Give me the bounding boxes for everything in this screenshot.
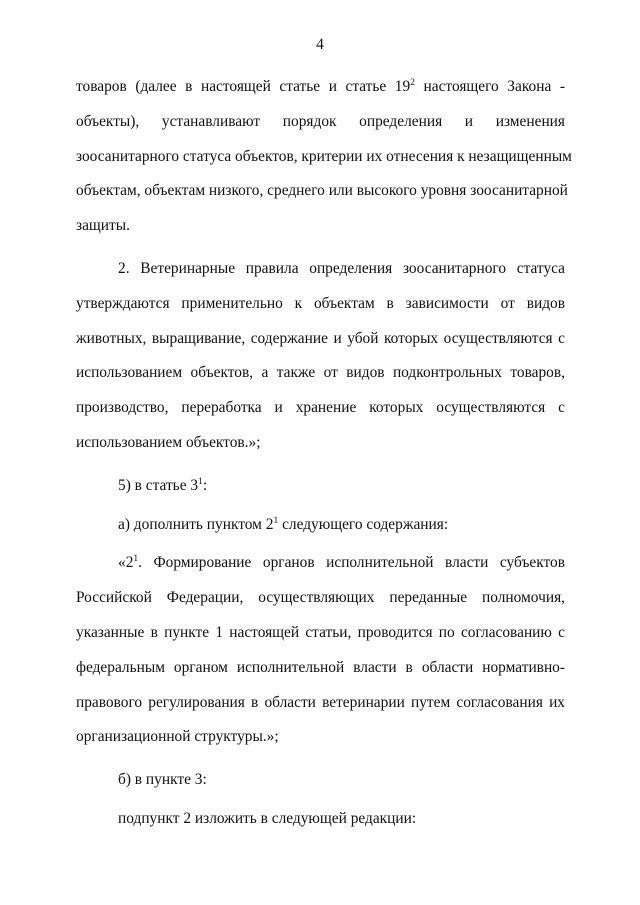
text-line: 2. Ветеринарные правила определения зоосанитарного статуса [118, 259, 565, 277]
paragraph-subitem: подпункт 2 изложить в следующей редакции: [118, 809, 417, 827]
text-line: утверждаются применительно к объектам в зависимости от видов [76, 294, 565, 312]
paragraph-item-a: а) дополнить пунктом $2^1$ следующего содержания: [118, 515, 449, 533]
text-line: Российской Федерации, осуществляющих переданные полномочия, [76, 589, 565, 607]
paragraph-item-5: 5) в статье $3^1$: [118, 476, 208, 494]
text-line: производство, переработка и хранение которых осуществляются с [76, 399, 565, 417]
page-number: 4 [316, 36, 324, 53]
superscript: 1 [133, 554, 139, 565]
text-line: товаров (далее в настоящей статье и статье $19^2$ настоящего Закона - [76, 78, 565, 95]
superscript: 1 [198, 476, 203, 487]
text-line: использованием объектов.»; [76, 433, 261, 451]
paragraph-item-b: б) в пункте 3: [118, 771, 207, 789]
paragraph-2 [76, 252, 565, 461]
text-line: указанные в пункте 1 настоящей статьи, проводится по согласованию с [76, 623, 565, 641]
text-line: объектам, объектам низкого, среднего или высокого уровня зоосанитарной [76, 182, 568, 200]
text-line: правового регулирования в области ветеринарии путем согласования их [76, 693, 565, 711]
text-line: зоосанитарного статуса объектов, критерии их отнесения к незащищенным [76, 147, 572, 165]
text-line: федеральным органом исполнительной власти в области нормативно- [76, 658, 565, 676]
text-line: животных, выращивание, содержание и убой которых осуществляются с [76, 329, 565, 347]
superscript: 1 [273, 515, 279, 526]
text-line: защиты. [76, 217, 130, 235]
paragraph-continuation [76, 70, 572, 244]
text-line: «$2^1$. Формирование органов исполнительной власти субъектов [118, 554, 565, 572]
text-line: организационной структуры.»; [76, 728, 279, 746]
document-body [76, 70, 572, 837]
superscript: 2 [410, 78, 415, 88]
paragraph-quote [76, 546, 565, 755]
text-line: объекты), устанавливают порядок определения и изменения [76, 112, 565, 130]
text-line: использованием объектов, а также от видов подконтрольных товаров, [76, 364, 565, 382]
